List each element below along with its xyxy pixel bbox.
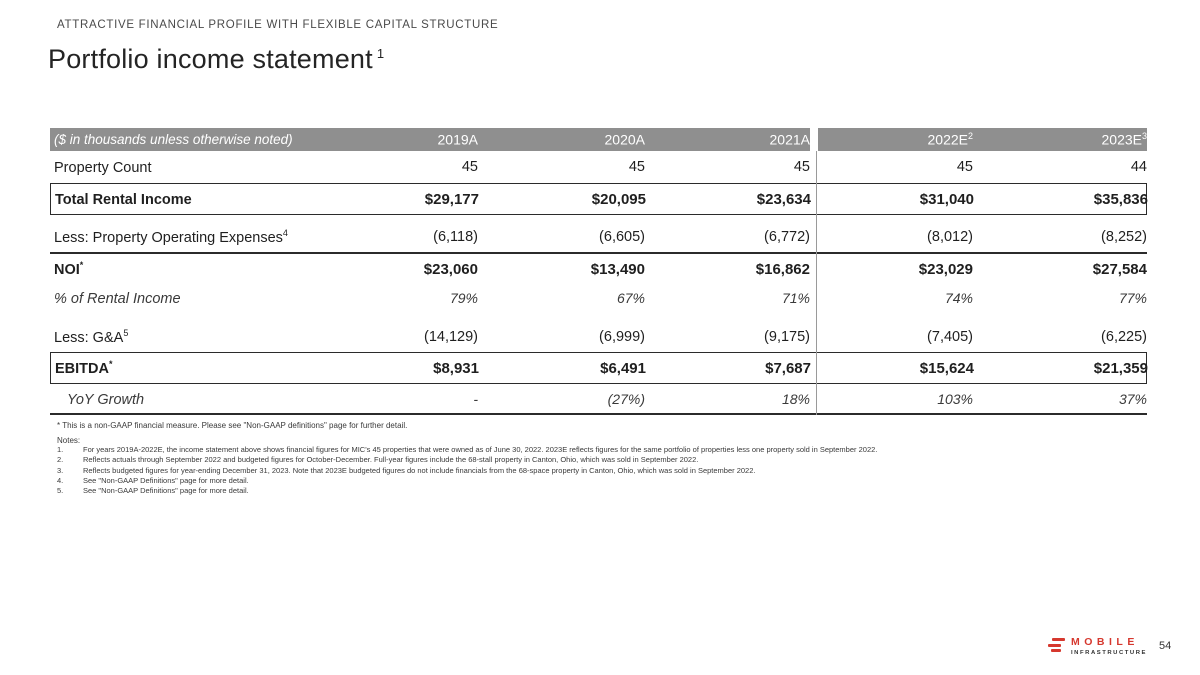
row-label [50,289,360,307]
column-header-text: 2023E [1101,131,1142,148]
column-header-2023e [973,131,1147,148]
row-label-text: Less: Property Operating Expenses [54,229,283,246]
page-title [48,44,384,75]
cell-value: 44 [1130,159,1147,175]
table-header-row [50,128,1147,151]
footnote-text: See "Non-GAAP Definitions" page for more detail. [83,486,249,496]
footnote-text: Reflects budgeted figures for year-ending December 31, 2023. Note that 2023E budgeted figures do not include financials from the 68-space property in Canton, Ohio, which was sold in September 2022. [83,465,756,475]
footnote-item [57,476,1160,486]
row-label [50,390,360,408]
footnote-item [57,486,1160,496]
cell-value: 77% [1118,289,1147,306]
row-label [50,328,360,346]
mobile-infrastructure-logo-icon [1048,637,1067,654]
cell-value: $21,359 [1093,359,1148,377]
table-row-pct-of-rental-income [50,284,1147,311]
column-header-2021a [645,131,810,148]
row-label [50,228,360,246]
cell-value: $23,060 [423,260,478,278]
column-header-text: 2021A [769,131,810,148]
cell-value: $35,836 [1093,190,1148,208]
column-header-2019a [360,131,478,148]
cell-value: 45 [628,159,645,175]
cell-value: 79% [449,289,478,306]
page-title-text: Portfolio income statement [48,44,373,74]
cell-value: (6,118) [433,228,478,245]
cell-value: $29,177 [424,190,479,208]
footnote-number: 2. [57,455,64,465]
column-header-2022e [810,131,973,148]
cell-value: (7,405) [927,329,973,345]
actuals-estimates-divider [816,151,817,415]
cell-value: $15,624 [919,359,974,377]
row-label-sup: * [79,260,84,271]
cell-value: 74% [944,289,973,306]
slide-kicker: ATTRACTIVE FINANCIAL PROFILE WITH FLEXIBLE CAPITAL STRUCTURE [57,19,499,31]
cell-value: $8,931 [433,359,479,377]
column-header-sup: 2 [967,131,973,142]
row-label-text: Less: G&A [54,329,124,346]
column-header-sup: 3 [1141,131,1147,142]
cell-value: 18% [781,390,810,407]
column-header-2020a [478,131,645,148]
footnote-text: For years 2019A-2022E, the income statement above shows financial figures for MIC's 45 properties that were owned as of June 30, 2022. 2023E reflects figures for the same portfolio of properties less one property sold in September 2022. [83,445,878,454]
cell-value: 45 [793,159,810,175]
cell-value: (14,129) [423,329,478,345]
header-gap-divider [810,128,818,151]
cell-value: $23,029 [918,260,973,278]
column-header-text: 2020A [604,131,645,148]
footnotes [57,421,1160,497]
row-label-text: Total Rental Income [55,191,192,208]
cell-value: 45 [956,159,973,175]
row-label [50,260,360,278]
cell-value: 103% [937,390,973,407]
logo-wordmark [1071,636,1147,656]
cell-value: $7,687 [765,359,811,377]
cell-value: 67% [616,289,645,306]
row-label [51,359,361,377]
cell-value: (8,252) [1101,228,1147,245]
logo-name: MOBILE [1071,636,1139,648]
cell-value: (9,175) [764,329,810,345]
cell-value: $13,490 [590,260,645,278]
cell-value: $20,095 [591,190,646,208]
cell-value: (8,012) [927,228,973,245]
footnotes-title: Notes: [57,436,81,445]
page-number: 54 [1159,640,1172,652]
income-statement-table [50,128,1147,416]
footnote-item [57,466,1160,476]
row-label-text: Property Count [54,159,152,176]
row-label-sup: * [108,359,113,370]
cell-value: (6,225) [1101,329,1147,345]
row-label-sup: 5 [123,328,129,339]
row-label [51,190,361,208]
cell-value: - [473,390,478,407]
cell-value: $23,634 [756,190,811,208]
footnote-item [57,445,1160,455]
footnote-non-gaap: * This is a non-GAAP financial measure. Please see "Non-GAAP definitions" page for further detail. [57,421,408,430]
cell-value: 37% [1118,390,1147,407]
cell-value: 71% [781,289,810,306]
footnote-number: 1. [57,445,64,454]
cell-value: (6,999) [599,329,645,345]
footnote-number: 3. [57,465,64,475]
table-row-total-rental-income [50,183,1147,215]
cell-value: (6,605) [599,228,645,245]
logo-subname: INFRASTRUCTURE [1071,649,1148,656]
table-row-property-count [50,151,1147,183]
table-row-yoy-growth [50,384,1147,415]
footnote-number: 5. [57,486,64,496]
cell-value: $27,584 [1092,260,1147,278]
table-row-noi [50,254,1147,284]
row-label-text: EBITDA [55,360,109,377]
page-title-superscript: 1 [376,46,385,61]
table-row-ebitda [50,352,1147,384]
row-label [50,158,360,176]
cell-value: $16,862 [755,260,810,278]
table-row-ga [50,322,1147,352]
cell-value: 45 [461,159,478,175]
table-row-operating-expenses [50,221,1147,254]
table-header-units-label: ($ in thousands unless otherwise noted) [54,132,293,147]
column-header-text: 2019A [437,131,478,148]
cell-value: (6,772) [764,228,810,245]
cell-value: $6,491 [600,359,646,377]
cell-value: $31,040 [919,190,974,208]
cell-value: (27%) [607,390,645,407]
column-header-text: 2022E [927,131,968,148]
mobile-infrastructure-logo [1048,636,1147,656]
row-label-text: % of Rental Income [54,290,181,307]
footnote-item [57,455,1160,465]
row-label-sup: 4 [282,227,288,238]
row-label-text: NOI [54,261,80,278]
footnote-number: 4. [57,476,64,486]
footnote-text: Reflects actuals through September 2022 and budgeted figures for October-December. Full-year figures include the 68-stall property in Canton, Ohio, which was sold in September 2022. [83,455,699,465]
footnote-text: See "Non-GAAP Definitions" page for more detail. [83,476,249,486]
row-label-text: YoY Growth [67,391,145,408]
